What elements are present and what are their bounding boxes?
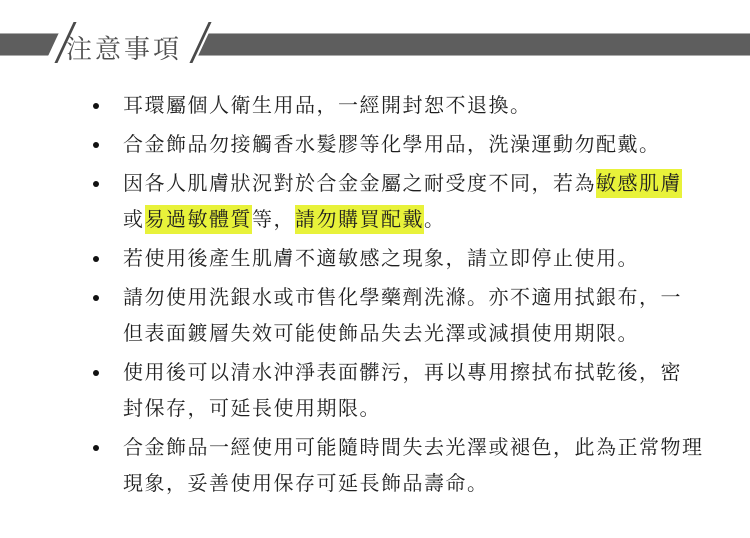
text-line <box>123 355 713 391</box>
bullet-icon <box>93 103 99 109</box>
list-item <box>93 280 713 352</box>
text-line <box>123 391 713 427</box>
text-line <box>123 202 713 238</box>
bullet-icon <box>93 142 99 148</box>
text-line <box>123 430 713 466</box>
list-item-text <box>123 88 713 124</box>
text-line <box>123 127 713 163</box>
text-line <box>123 466 713 502</box>
text-line <box>123 316 713 352</box>
text-line <box>123 166 713 202</box>
bullet-icon <box>93 295 99 301</box>
plain-text: 耳環屬個人衛生用品，一經開封恕不退換。 <box>123 95 532 117</box>
list-item-text <box>123 280 713 352</box>
plain-text: 現象，妥善使用保存可延長飾品壽命。 <box>123 473 489 495</box>
notice-list <box>93 88 713 505</box>
list-item <box>93 430 713 502</box>
bullet-icon <box>93 181 99 187</box>
text-line <box>123 241 713 277</box>
highlighted-text: 請勿購買配戴 <box>295 205 424 234</box>
list-item-text <box>123 166 713 238</box>
plain-text: 。 <box>424 209 446 231</box>
plain-text: 請勿使用洗銀水或市售化學藥劑洗滌。亦不適用拭銀布，一 <box>123 287 682 309</box>
highlighted-text: 易過敏體質 <box>145 205 253 234</box>
list-item <box>93 127 713 163</box>
plain-text: 封保存，可延長使用期限。 <box>123 398 381 420</box>
list-item <box>93 88 713 124</box>
page-title: 注意事項 <box>66 34 183 64</box>
list-item-text <box>123 355 713 427</box>
list-item-text <box>123 127 713 163</box>
text-line <box>123 280 713 316</box>
plain-text: 合金飾品一經使用可能隨時間失去光澤或褪色，此為正常物理 <box>123 437 704 459</box>
plain-text: 但表面鍍層失效可能使飾品失去光澤或減損使用期限。 <box>123 323 639 345</box>
page-header <box>0 0 750 80</box>
list-item-text <box>123 430 713 502</box>
list-item <box>93 241 713 277</box>
text-line <box>123 88 713 124</box>
list-item <box>93 166 713 238</box>
plain-text: 若使用後產生肌膚不適敏感之現象，請立即停止使用。 <box>123 248 639 270</box>
plain-text: 因各人肌膚狀況對於合金金屬之耐受度不同，若為 <box>123 173 596 195</box>
list-item-text <box>123 241 713 277</box>
plain-text: 使用後可以清水沖淨表面髒污，再以專用擦拭布拭乾後，密 <box>123 362 682 384</box>
bullet-icon <box>93 256 99 262</box>
list-item <box>93 355 713 427</box>
plain-text: 等， <box>252 209 295 231</box>
highlighted-text: 敏感肌膚 <box>596 169 682 198</box>
plain-text: 合金飾品勿接觸香水髮膠等化學用品，洗澡運動勿配戴。 <box>123 134 661 156</box>
bullet-icon <box>93 445 99 451</box>
bullet-icon <box>93 370 99 376</box>
plain-text: 或 <box>123 209 145 231</box>
